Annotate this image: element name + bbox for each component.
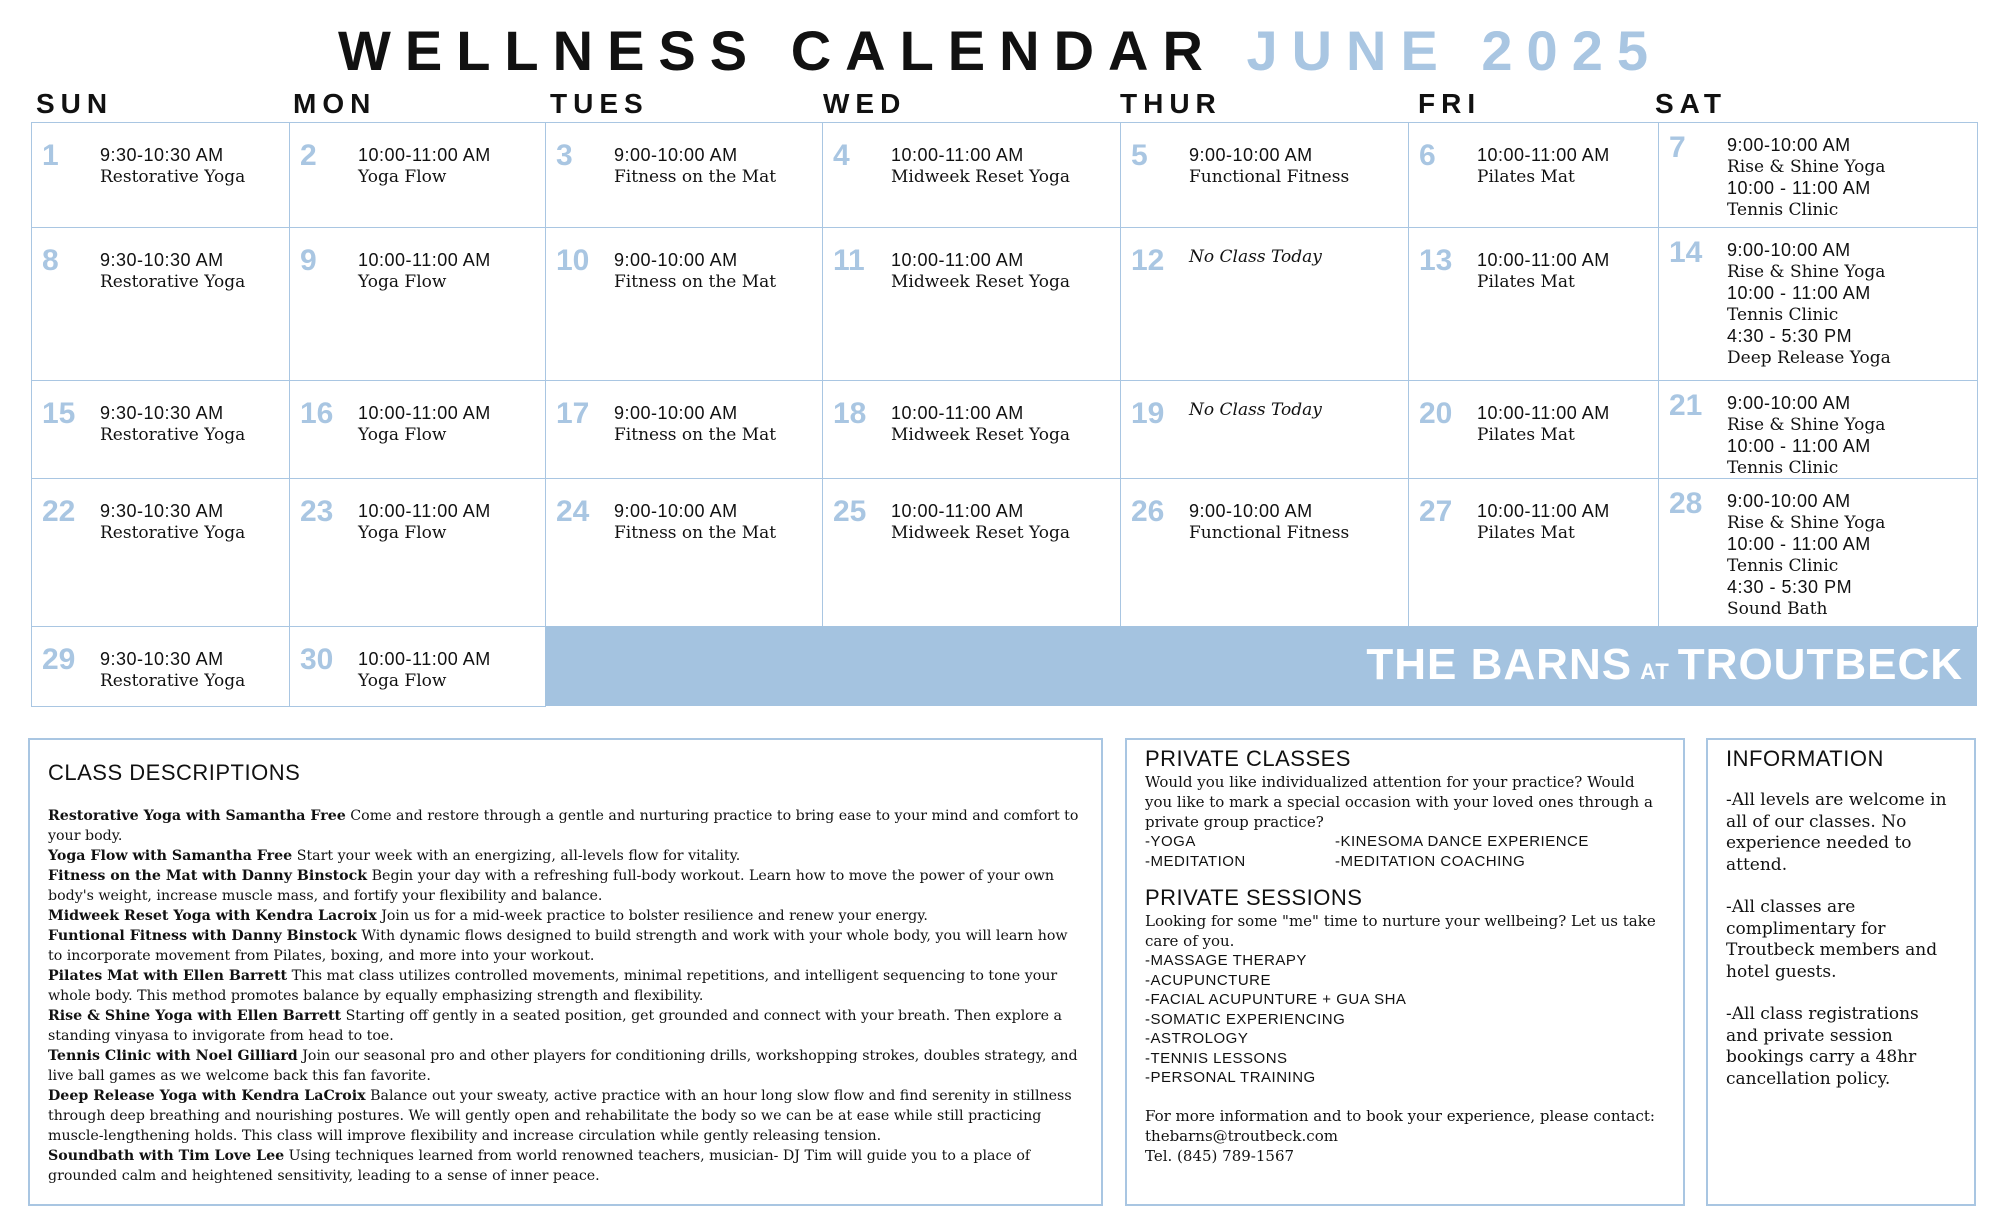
event-name: Pilates Mat — [1477, 425, 1575, 445]
private-session-item: -ASTROLOGY — [1145, 1030, 1249, 1047]
event-time: 10:00 - 11:00 AM — [1727, 436, 1871, 456]
day-number: 10 — [556, 244, 590, 277]
event-name: Restorative Yoga — [100, 425, 246, 445]
day-cell — [31, 626, 290, 707]
day-header-sun: SUN — [36, 88, 114, 119]
event-name: Fitness on the Mat — [614, 425, 777, 445]
event-name: Midweek Reset Yoga — [891, 272, 1070, 292]
day-number: 26 — [1131, 495, 1165, 528]
information-panel — [1706, 738, 1976, 1206]
event-name: Deep Release Yoga — [1727, 348, 1891, 368]
day-number: 4 — [833, 139, 850, 172]
class-description — [48, 1146, 1083, 1186]
day-number: 15 — [42, 397, 76, 430]
class-descriptions-panel — [28, 738, 1103, 1206]
day-cell — [1120, 122, 1409, 228]
day-number: 18 — [833, 397, 867, 430]
private-class-item: -YOGA — [1145, 833, 1196, 850]
day-header-wed: WED — [823, 88, 907, 119]
event-time: 9:00-10:00 AM — [614, 145, 738, 165]
day-number: 19 — [1131, 397, 1165, 430]
event-name: Yoga Flow — [358, 425, 447, 445]
private-class-item: -MEDITATION COACHING — [1335, 852, 1526, 870]
day-cell — [31, 122, 290, 228]
day-events — [1477, 501, 1610, 544]
no-class-note: No Class Today — [1189, 400, 1322, 420]
class-description — [48, 1086, 1083, 1146]
event-time: 9:30-10:30 AM — [100, 501, 224, 521]
event-time: 9:30-10:30 AM — [100, 250, 224, 270]
private-session-item: -ACUPUNCTURE — [1145, 971, 1271, 989]
day-events — [1189, 247, 1322, 268]
event-time: 9:30-10:30 AM — [100, 145, 224, 165]
day-events — [614, 145, 776, 188]
event-name: Fitness on the Mat — [614, 523, 777, 543]
event-time: 9:00-10:00 AM — [614, 403, 738, 423]
event-name: Midweek Reset Yoga — [891, 425, 1070, 445]
day-number: 9 — [300, 244, 317, 277]
day-number: 27 — [1419, 495, 1453, 528]
event-time: 10:00-11:00 AM — [891, 250, 1024, 270]
event-name: Rise & Shine Yoga — [1727, 513, 1886, 533]
day-cell — [289, 380, 546, 479]
no-class-note: No Class Today — [1189, 247, 1322, 267]
information-item: -All class registrations and private session bookings carry a 48hr cancellation policy. — [1726, 1004, 1919, 1089]
class-description-heading: Tennis Clinic with Noel Gilliard — [48, 1048, 298, 1064]
class-description-text: Join our seasonal pro and other players for conditioning drills, workshopping strokes, doubles strategy, and live ball games as we welcome back this fan favorite. — [48, 1048, 1078, 1084]
event-name: Yoga Flow — [358, 167, 447, 187]
day-events — [891, 145, 1070, 188]
class-description — [48, 1006, 1083, 1046]
event-name: Pilates Mat — [1477, 167, 1575, 187]
information-item: -All classes are complimentary for Troutbeck members and hotel guests. — [1726, 897, 1938, 982]
day-events — [1189, 400, 1322, 421]
private-sessions-text: Looking for some "me" time to nurture your wellbeing? Let us take care of you. — [1145, 912, 1656, 950]
class-description-heading: Fitness on the Mat with Danny Binstock — [48, 868, 368, 884]
event-time: 10:00 - 11:00 AM — [1727, 178, 1871, 198]
class-description-text: Balance out your sweaty, active practice with an hour long slow flow and find serenity in stillness through deep breathing and nourishing postures. We will gently open and rehabilitate the body so we can be at ease while still practicing muscle-lengthening holds. This class will improve flexibility and increase circulation while gently releasing tension. — [48, 1088, 1072, 1144]
day-events — [614, 403, 776, 446]
event-name: Yoga Flow — [358, 671, 447, 691]
day-events — [100, 145, 245, 188]
event-time: 9:00-10:00 AM — [1189, 501, 1313, 521]
day-cell — [289, 122, 546, 228]
class-descriptions-title: CLASS DESCRIPTIONS — [48, 760, 301, 785]
day-cell — [822, 380, 1121, 479]
day-cell — [545, 122, 823, 228]
private-class-item: -KINESOMA DANCE EXPERIENCE — [1335, 833, 1589, 850]
private-session-item: -MASSAGE THERAPY — [1145, 952, 1307, 969]
day-cell — [822, 227, 1121, 381]
day-cell — [1658, 380, 1978, 479]
day-cell — [289, 626, 546, 707]
day-number: 7 — [1669, 131, 1686, 164]
class-description-heading: Soundbath with Tim Love Lee — [48, 1148, 285, 1164]
day-number: 22 — [42, 495, 76, 528]
day-cell — [289, 227, 546, 381]
day-events — [1727, 240, 1891, 369]
day-number: 1 — [42, 139, 59, 172]
day-cell — [1658, 478, 1978, 627]
day-events — [891, 403, 1070, 446]
day-number: 17 — [556, 397, 590, 430]
event-name: Yoga Flow — [358, 272, 447, 292]
class-description-text: Using techniques learned from world renowned teachers, musician- DJ Tim will guide you to a place of grounded calm and heightened sensitivity, leading to a sense of inner peace. — [48, 1148, 1031, 1184]
private-session-item: -FACIAL ACUPUNTURE + GUA SHA — [1145, 991, 1407, 1008]
event-time: 10:00-11:00 AM — [891, 145, 1024, 165]
event-name: Rise & Shine Yoga — [1727, 262, 1886, 282]
class-description — [48, 846, 1083, 866]
day-number: 30 — [300, 643, 334, 676]
event-time: 9:00-10:00 AM — [614, 250, 738, 270]
day-cell — [1408, 227, 1659, 381]
event-name: Tennis Clinic — [1727, 458, 1839, 478]
day-events — [100, 250, 245, 293]
day-number: 25 — [833, 495, 867, 528]
event-time: 10:00-11:00 AM — [358, 501, 491, 521]
event-time: 9:00-10:00 AM — [1727, 491, 1851, 511]
day-cell — [1408, 122, 1659, 228]
event-time: 10:00-11:00 AM — [1477, 403, 1610, 423]
event-time: 10:00-11:00 AM — [891, 403, 1024, 423]
day-header-mon: MON — [293, 88, 377, 119]
day-number: 16 — [300, 397, 334, 430]
private-panel — [1125, 738, 1685, 1206]
private-session-item: -TENNIS LESSONS — [1145, 1049, 1288, 1067]
event-time: 10:00-11:00 AM — [1477, 250, 1610, 270]
event-time: 9:30-10:30 AM — [100, 649, 224, 669]
day-events — [1477, 145, 1610, 188]
class-description-text: Starting off gently in a seated position, get grounded and connect with your breath. Then explore a standing vinyasa to invigorate from head to toe. — [48, 1008, 1062, 1044]
event-name: Functional Fitness — [1189, 167, 1350, 187]
event-name: Sound Bath — [1727, 599, 1828, 619]
day-events — [100, 403, 245, 446]
event-time: 9:00-10:00 AM — [1727, 393, 1851, 413]
day-events — [1727, 491, 1885, 620]
day-number: 14 — [1669, 236, 1703, 269]
day-number: 13 — [1419, 244, 1453, 277]
day-number: 21 — [1669, 389, 1703, 422]
day-events — [358, 403, 491, 446]
day-number: 11 — [833, 244, 865, 277]
class-description-text: This mat class utilizes controlled movements, minimal repetitions, and intelligent sequencing to tone your whole body. This method promotes balance by equally emphasizing strength and flexibility. — [48, 968, 1058, 1004]
event-time: 10:00-11:00 AM — [358, 403, 491, 423]
event-time: 10:00-11:00 AM — [358, 250, 491, 270]
day-events — [358, 501, 491, 544]
day-number: 20 — [1419, 397, 1453, 430]
day-cell — [289, 478, 546, 627]
day-number: 24 — [556, 495, 590, 528]
day-number: 12 — [1131, 244, 1165, 277]
day-events — [891, 250, 1070, 293]
brand-banner — [545, 626, 1977, 706]
event-name: Tennis Clinic — [1727, 200, 1839, 220]
day-events — [1477, 403, 1610, 446]
event-time: 9:00-10:00 AM — [1189, 145, 1313, 165]
day-cell — [1408, 478, 1659, 627]
day-events — [1727, 135, 1885, 221]
day-number: 3 — [556, 139, 573, 172]
private-classes-text: Would you like individualized attention for your practice? Would you like to mark a special occasion with your loved ones through a private group practice? — [1145, 773, 1653, 831]
event-time: 4:30 - 5:30 PM — [1727, 577, 1853, 597]
day-events — [1477, 250, 1610, 293]
day-number: 2 — [300, 139, 317, 172]
day-cell — [545, 380, 823, 479]
private-class-item: -MEDITATION — [1145, 852, 1246, 870]
event-time: 10:00-11:00 AM — [1477, 501, 1610, 521]
class-descriptions-list — [48, 806, 1083, 1186]
day-cell — [545, 227, 823, 381]
event-name: Restorative Yoga — [100, 671, 246, 691]
class-description-text: Start your week with an energizing, all-levels flow for vitality. — [292, 848, 741, 864]
day-events — [358, 145, 491, 188]
event-time: 10:00 - 11:00 AM — [1727, 534, 1871, 554]
class-description-heading: Midweek Reset Yoga with Kendra Lacroix — [48, 908, 377, 924]
event-name: Pilates Mat — [1477, 523, 1575, 543]
day-cell — [1658, 227, 1978, 381]
day-events — [358, 250, 491, 293]
event-time: 9:00-10:00 AM — [614, 501, 738, 521]
private-session-item: -SOMATIC EXPERIENCING — [1145, 1010, 1346, 1028]
event-time: 9:30-10:30 AM — [100, 403, 224, 423]
private-classes-title: PRIVATE CLASSES — [1145, 746, 1351, 771]
day-number: 8 — [42, 244, 59, 277]
event-name: Tennis Clinic — [1727, 305, 1839, 325]
day-cell — [1120, 478, 1409, 627]
brand-name: THE BARNS AT TROUTBECK — [1366, 640, 1963, 689]
class-description — [48, 1046, 1083, 1086]
event-time: 10:00-11:00 AM — [358, 145, 491, 165]
day-cell — [31, 478, 290, 627]
day-events — [891, 501, 1070, 544]
event-time: 4:30 - 5:30 PM — [1727, 326, 1853, 346]
event-name: Rise & Shine Yoga — [1727, 157, 1886, 177]
day-number: 28 — [1669, 487, 1703, 520]
information-title: INFORMATION — [1726, 746, 1884, 771]
class-description — [48, 926, 1083, 966]
day-header-fri: FRI — [1418, 88, 1482, 119]
private-sessions-list — [1145, 951, 1665, 1088]
private-session-item: -PERSONAL TRAINING — [1145, 1069, 1316, 1086]
day-cell — [822, 122, 1121, 228]
event-name: Restorative Yoga — [100, 167, 246, 187]
day-cell — [1120, 380, 1409, 479]
class-description-heading: Rise & Shine Yoga with Ellen Barrett — [48, 1008, 342, 1024]
class-description-heading: Restorative Yoga with Samantha Free — [48, 808, 346, 824]
day-events — [358, 649, 491, 692]
day-events — [1727, 393, 1885, 479]
event-name: Functional Fitness — [1189, 523, 1350, 543]
event-time: 9:00-10:00 AM — [1727, 135, 1851, 155]
event-name: Tennis Clinic — [1727, 556, 1839, 576]
information-list — [1726, 790, 1956, 1090]
event-name: Fitness on the Mat — [614, 167, 777, 187]
event-name: Restorative Yoga — [100, 523, 246, 543]
title-month: JUNE 2025 — [1246, 19, 1662, 82]
class-description — [48, 806, 1083, 846]
day-cell — [1658, 122, 1978, 228]
class-description — [48, 966, 1083, 1006]
contact-text: For more information and to book your experience, please contact: thebarns@troutbeck.com — [1145, 1106, 1655, 1145]
event-name: Restorative Yoga — [100, 272, 246, 292]
event-time: 10:00-11:00 AM — [891, 501, 1024, 521]
day-number: 6 — [1419, 139, 1436, 172]
event-name: Midweek Reset Yoga — [891, 167, 1070, 187]
private-classes-list — [1145, 832, 1665, 871]
day-header-sat: SAT — [1655, 88, 1727, 119]
day-events — [614, 250, 776, 293]
class-description-heading: Funtional Fitness with Danny Binstock — [48, 928, 357, 944]
class-description-text: With dynamic flows designed to build strength and work with your whole body, you will learn how to incorporate movement from Pilates, boxing, and more into your workout. — [48, 928, 1068, 964]
day-cell — [1120, 227, 1409, 381]
page-title — [0, 18, 2000, 83]
day-events — [614, 501, 776, 544]
day-cell — [1408, 380, 1659, 479]
day-cell — [31, 380, 290, 479]
class-description-text: Begin your day with a refreshing full-body workout. Learn how to move the power of your own body's weight, increase muscle mass, and fortify your flexibility and balance. — [48, 868, 1055, 904]
day-cell — [31, 227, 290, 381]
private-sessions-title: PRIVATE SESSIONS — [1145, 885, 1363, 910]
day-number: 29 — [42, 643, 76, 676]
day-events — [1189, 145, 1349, 188]
title-main: WELLNESS CALENDAR — [338, 19, 1217, 82]
event-name: Pilates Mat — [1477, 272, 1575, 292]
class-description-text: Come and restore through a gentle and nurturing practice to bring ease to your mind and comfort to your body. — [48, 808, 1079, 844]
class-description-heading: Yoga Flow with Samantha Free — [48, 848, 293, 864]
event-time: 10:00 - 11:00 AM — [1727, 283, 1871, 303]
class-description-text: Join us for a mid-week practice to bolster resilience and renew your energy. — [376, 908, 928, 924]
day-events — [100, 501, 245, 544]
class-description — [48, 866, 1083, 906]
event-name: Fitness on the Mat — [614, 272, 777, 292]
phone-number: Tel. (845) 789-1567 — [1145, 1146, 1295, 1165]
day-cell — [545, 478, 823, 627]
day-events — [1189, 501, 1349, 544]
event-name: Midweek Reset Yoga — [891, 523, 1070, 543]
day-header-tues: TUES — [550, 88, 649, 119]
event-name: Rise & Shine Yoga — [1727, 415, 1886, 435]
day-number: 23 — [300, 495, 334, 528]
event-time: 9:00-10:00 AM — [1727, 240, 1851, 260]
class-description — [48, 906, 1083, 926]
class-description-heading: Deep Release Yoga with Kendra LaCroix — [48, 1088, 366, 1104]
day-header-thur: THUR — [1120, 88, 1222, 119]
day-cell — [822, 478, 1121, 627]
class-description-heading: Pilates Mat with Ellen Barrett — [48, 968, 288, 984]
event-name: Yoga Flow — [358, 523, 447, 543]
event-time: 10:00-11:00 AM — [1477, 145, 1610, 165]
day-number: 5 — [1131, 139, 1148, 172]
event-time: 10:00-11:00 AM — [358, 649, 491, 669]
day-events — [100, 649, 245, 692]
information-item: -All levels are welcome in all of our classes. No experience needed to attend. — [1726, 790, 1947, 875]
